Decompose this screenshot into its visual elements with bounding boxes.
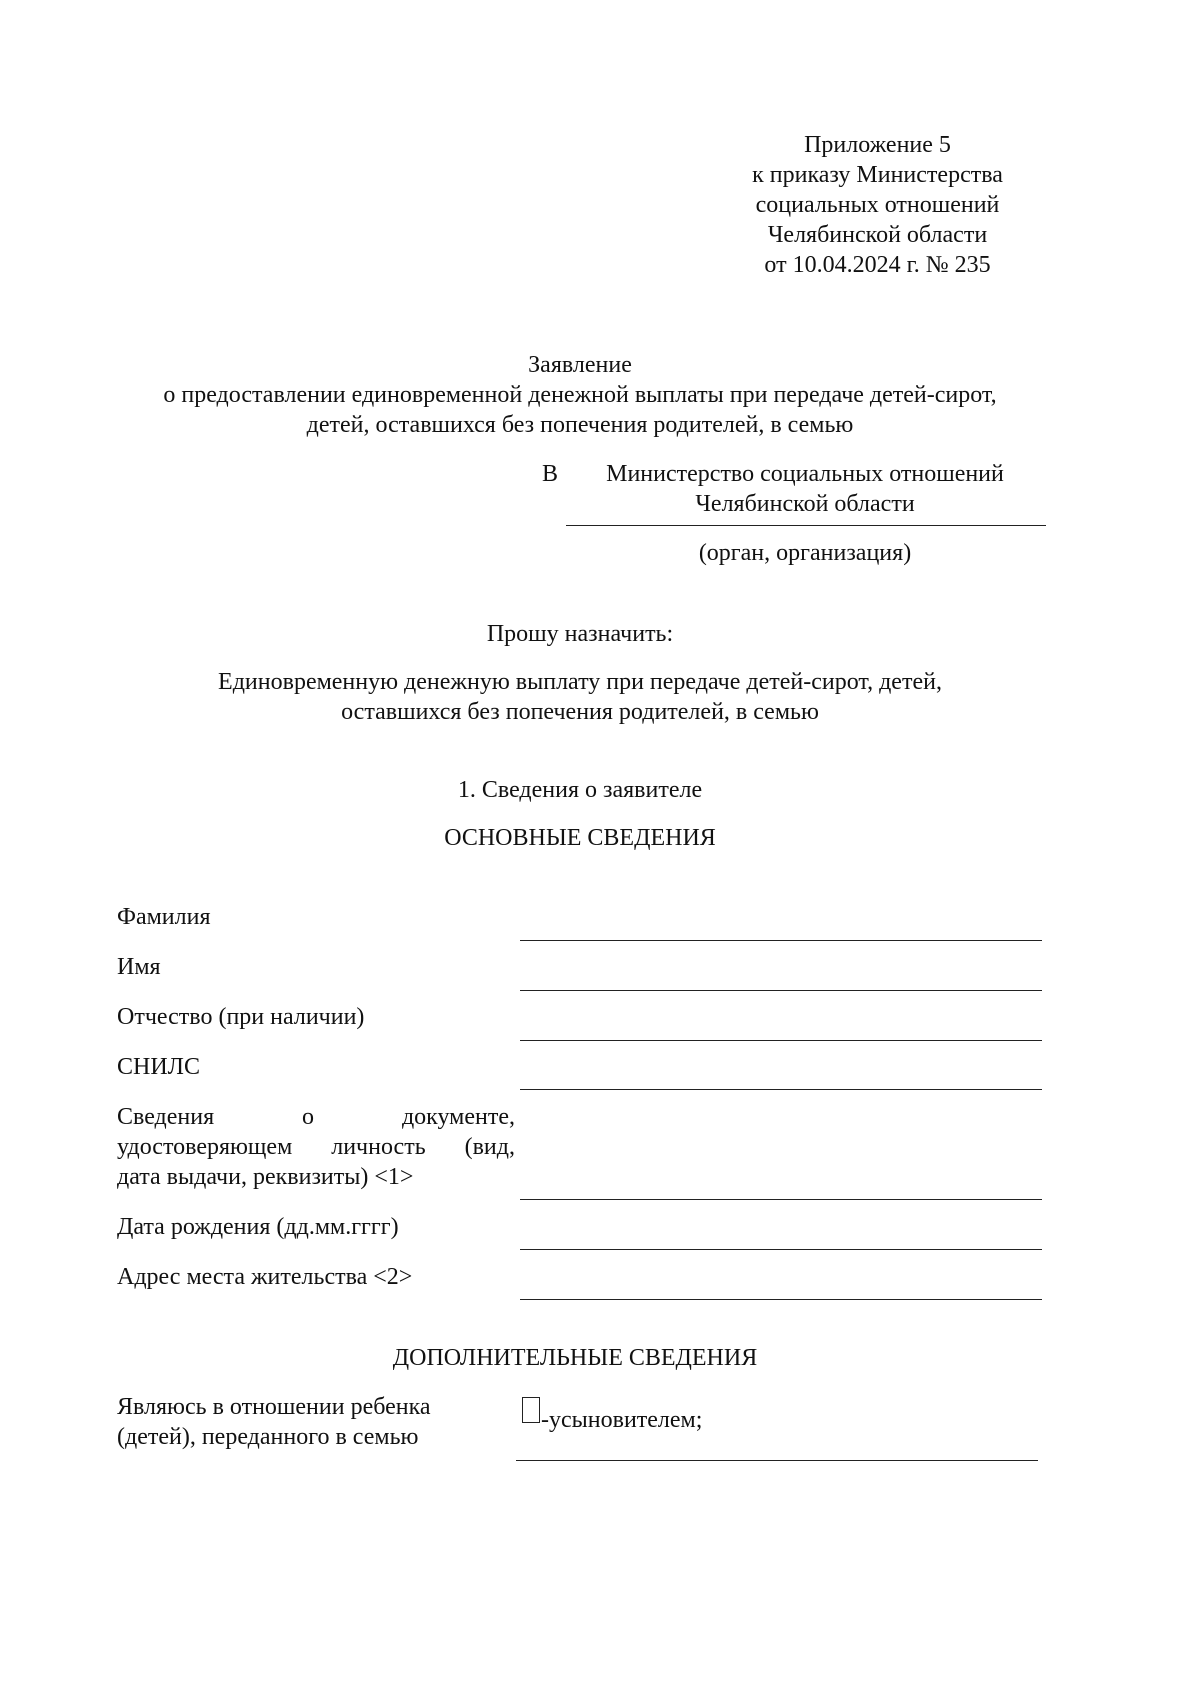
appendix-line-3: социальных отношений	[755, 192, 1000, 218]
document-title	[100, 350, 1060, 440]
title-line-2: детей, оставшихся без попечения родителей, в семью	[306, 412, 854, 438]
name-label: Имя	[117, 954, 161, 980]
request-heading: Прошу назначить:	[486, 621, 674, 647]
relation-label-line-2: (детей), переданного в семью	[117, 1424, 419, 1450]
recipient-line-2: Челябинской области	[695, 491, 915, 517]
name-field[interactable]	[520, 990, 1042, 991]
id-document-word-6: (вид,	[464, 1134, 515, 1160]
birthdate-field[interactable]	[520, 1249, 1042, 1250]
appendix-block	[700, 130, 1055, 280]
surname-label: Фамилия	[117, 904, 211, 930]
recipient-caption: (орган, организация)	[698, 540, 912, 566]
recipient-organization	[585, 459, 1025, 519]
id-document-word-3: документе,	[401, 1104, 515, 1130]
birthdate-label: Дата рождения (дд.мм.гггг)	[117, 1214, 399, 1240]
id-document-word-2: о	[302, 1104, 315, 1130]
recipient-underline[interactable]	[566, 525, 1046, 526]
appendix-line-2: к приказу Министерства	[752, 162, 1003, 188]
snils-field[interactable]	[520, 1089, 1042, 1090]
request-line-1: Единовременную денежную выплату при передаче детей-сирот, детей,	[218, 669, 942, 695]
id-document-label-line-3: дата выдачи, реквизиты) <1>	[117, 1164, 414, 1190]
relation-field[interactable]	[516, 1460, 1038, 1461]
id-document-label	[117, 1102, 515, 1192]
appendix-line-1: Приложение 5	[804, 132, 951, 158]
address-label: Адрес места жительства <2>	[117, 1264, 413, 1290]
id-document-label-line-1	[117, 1102, 515, 1132]
surname-field[interactable]	[520, 940, 1042, 941]
recipient-line-1: Министерство социальных отношений	[606, 461, 1004, 487]
patronymic-label: Отчество (при наличии)	[117, 1004, 365, 1030]
id-document-word-1: Сведения	[117, 1104, 215, 1130]
snils-label: СНИЛС	[117, 1054, 200, 1080]
request-text	[100, 667, 1060, 727]
main-info-heading: ОСНОВНЫЕ СВЕДЕНИЯ	[444, 825, 716, 851]
id-document-word-4: удостоверяющем	[117, 1134, 293, 1160]
additional-info-heading: ДОПОЛНИТЕЛЬНЫЕ СВЕДЕНИЯ	[392, 1345, 758, 1371]
patronymic-field[interactable]	[520, 1040, 1042, 1041]
adopter-option-label: -усыновителем;	[541, 1407, 703, 1433]
id-document-label-line-2	[117, 1132, 515, 1162]
address-field[interactable]	[520, 1299, 1042, 1300]
relation-label	[117, 1392, 431, 1452]
appendix-line-4: Челябинской области	[767, 222, 988, 248]
request-line-2: оставшихся без попечения родителей, в семью	[341, 699, 819, 725]
adopter-checkbox[interactable]	[522, 1397, 540, 1423]
relation-label-line-1: Являюсь в отношении ребенка	[117, 1394, 431, 1420]
title-line-1: о предоставлении единовременной денежной выплаты при передаче детей-сирот,	[163, 382, 997, 408]
title-heading: Заявление	[528, 352, 632, 378]
section-1-heading: 1. Сведения о заявителе	[457, 777, 703, 803]
id-document-field[interactable]	[520, 1199, 1042, 1200]
recipient-prefix: В	[542, 461, 559, 487]
id-document-word-5: личность	[331, 1134, 426, 1160]
appendix-line-5: от 10.04.2024 г. № 235	[764, 252, 991, 278]
